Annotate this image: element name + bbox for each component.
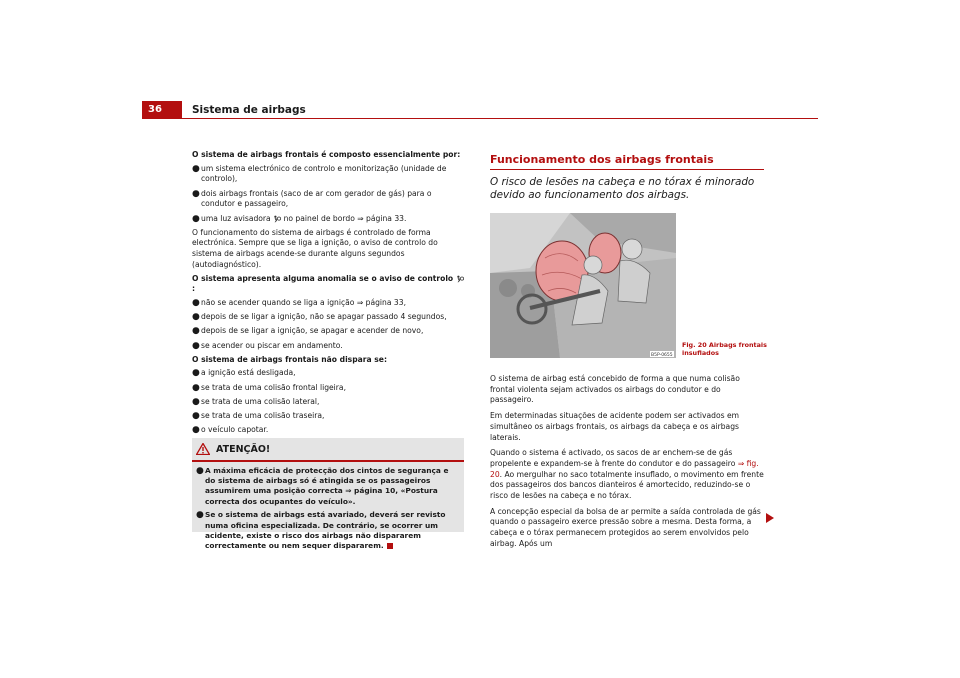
warning-header — [192, 438, 464, 460]
no-deploy-item: se trata de uma colisão lateral, — [201, 396, 320, 406]
anomaly-item: depois de se ligar a ignição, se apagar e acender de novo, — [201, 326, 424, 336]
airbag-warning-light-icon — [456, 275, 464, 283]
right-body — [490, 374, 764, 555]
list-item — [192, 341, 464, 352]
airbag-warning-light-icon — [273, 215, 281, 223]
bullet-icon: ● — [192, 340, 200, 351]
body-paragraph: Em determinadas situações de acidente podem ser activados em simultâneo os airbags frontais, os airbags da cabeça e os airbags laterais. — [490, 411, 740, 442]
warning-item — [205, 510, 460, 551]
anomaly-item: não se acender quando se liga a ignição ⇒ página 33, — [201, 297, 406, 307]
bullet-icon: ● — [192, 425, 200, 436]
bullet-icon: ● — [192, 188, 200, 199]
list-item — [196, 510, 460, 551]
section-lead: O risco de lesões na cabeça e no tórax é minorado devido ao funcionamento dos airbags. — [490, 175, 755, 202]
body-paragraph — [490, 448, 764, 502]
bullet-icon: ● — [192, 312, 200, 323]
airbag-illustration — [490, 213, 676, 358]
list-item — [196, 466, 460, 507]
warning-box — [192, 438, 464, 550]
left-column — [192, 150, 464, 439]
component-item: dois airbags frontais (saco de ar com gerador de gás) para o condutor e passageiro, — [201, 188, 432, 209]
list-item — [192, 164, 464, 185]
components-intro: O sistema de airbags frontais é composto essencialmente por: — [192, 150, 461, 159]
anomaly-item: depois de se ligar a ignição, não se apagar passado 4 segundos, — [201, 312, 447, 322]
lamp-item-post: no painel de bordo ⇒ página 33. — [283, 213, 407, 223]
bullet-icon: ● — [192, 326, 200, 337]
anomaly-intro-pre: O sistema apresenta alguma anomalia se o aviso de controlo — [192, 273, 454, 283]
lamp-item — [201, 214, 406, 225]
list-item — [192, 214, 464, 225]
page-header-title: Sistema de airbags — [192, 104, 306, 116]
figure-caption — [682, 341, 767, 357]
control-paragraph: O funcionamento do sistema de airbags é controlado de forma electrónica. Sempre que se liga a ignição, o aviso de controlo do sistema de airbags acende-se durante alguns segundos (autodiagnóstico). — [192, 227, 438, 269]
figure-caption-line: Fig. 20 Airbags frontais — [682, 341, 767, 349]
warning-item-text: Se o sistema de airbags está avariado, deverá ser revisto numa oficina especializada. De contrário, se ocorrer um acidente, existe o risco dos airbags não dispararem correctamente ou nem sequer dispararem. — [205, 510, 446, 550]
continue-arrow-icon — [766, 513, 774, 523]
warning-item: A máxima eficácia de protecção dos cintos de segurança e do sistema de airbags só é atingida se os passageiros assumirem uma posição correcta ⇒ página 10, «Postura correcta dos ocupantes do veículo». — [205, 466, 449, 506]
bullet-icon: ● — [192, 297, 200, 308]
bullet-icon: ● — [192, 411, 200, 422]
body-text: . Ao mergulhar no saco totalmente insuflado, o movimento em frente dos passageiros dos bancos dianteiros é amortecido, reduzindo-se o risco de lesões na cabeça e no tórax. — [490, 469, 764, 501]
bullet-icon: ● — [196, 510, 204, 521]
bullet-icon: ● — [192, 213, 200, 224]
warning-triangle-icon — [196, 443, 210, 455]
warning-body — [192, 466, 464, 551]
page-number: 36 — [142, 101, 182, 119]
figure-reference-link[interactable]: ⇒ fig. 20 — [490, 458, 759, 479]
component-item: um sistema electrónico de controlo e monitorização (unidade de controlo), — [201, 163, 447, 184]
no-deploy-title: O sistema de airbags frontais não dispara se: — [192, 354, 387, 364]
anomaly-intro-post: : — [192, 284, 196, 294]
figure-caption-line: insuflados — [682, 349, 719, 357]
body-paragraph: A concepção especial da bolsa de ar permite a saída controlada de gás quando o passageiro exerce pressão sobre a mesma. Desta forma, a cabeça e o tórax permanecem protegidos ao serem envolvidos pelo airbag. Após um — [490, 506, 761, 548]
no-deploy-item: a ignição está desligada, — [201, 368, 296, 378]
section-title: Funcionamento dos airbags frontais — [490, 153, 714, 166]
list-item — [192, 189, 464, 210]
anomaly-intro — [192, 274, 464, 295]
header-rule — [182, 118, 818, 119]
body-paragraph: O sistema de airbag está concebido de forma a que numa colisão frontal violenta sejam activados os airbags do condutor e do passageiro. — [490, 374, 740, 405]
figure-code: B5P-0655 — [651, 353, 673, 358]
warning-rule — [192, 460, 464, 462]
bullet-icon: ● — [192, 382, 200, 393]
list-item — [192, 368, 464, 379]
list-item — [192, 298, 464, 309]
anomaly-item: se acender ou piscar em andamento. — [201, 340, 343, 350]
figure-airbags-inflated — [490, 213, 676, 358]
no-deploy-item: se trata de uma colisão frontal ligeira, — [201, 382, 346, 392]
bullet-icon: ● — [192, 396, 200, 407]
list-item — [192, 411, 464, 422]
section-rule — [490, 169, 764, 170]
no-deploy-item: o veículo capotar. — [201, 425, 269, 435]
bullet-icon: ● — [192, 368, 200, 379]
bullet-icon: ● — [196, 466, 204, 476]
lamp-item-pre: uma luz avisadora — [201, 213, 271, 223]
bullet-icon: ● — [192, 163, 200, 174]
no-deploy-item: se trata de uma colisão traseira, — [201, 411, 325, 421]
list-item — [192, 312, 464, 323]
list-item — [192, 397, 464, 408]
warning-label: ATENÇÃO! — [216, 443, 271, 455]
right-column — [490, 155, 764, 206]
list-item — [192, 383, 464, 394]
list-item — [192, 326, 464, 337]
end-of-section-icon — [387, 543, 393, 549]
body-text: Quando o sistema é activado, os sacos de ar enchem-se de gás propelente e expandem-se à frente do condutor e do passageiro — [490, 448, 736, 468]
list-item — [192, 425, 464, 436]
